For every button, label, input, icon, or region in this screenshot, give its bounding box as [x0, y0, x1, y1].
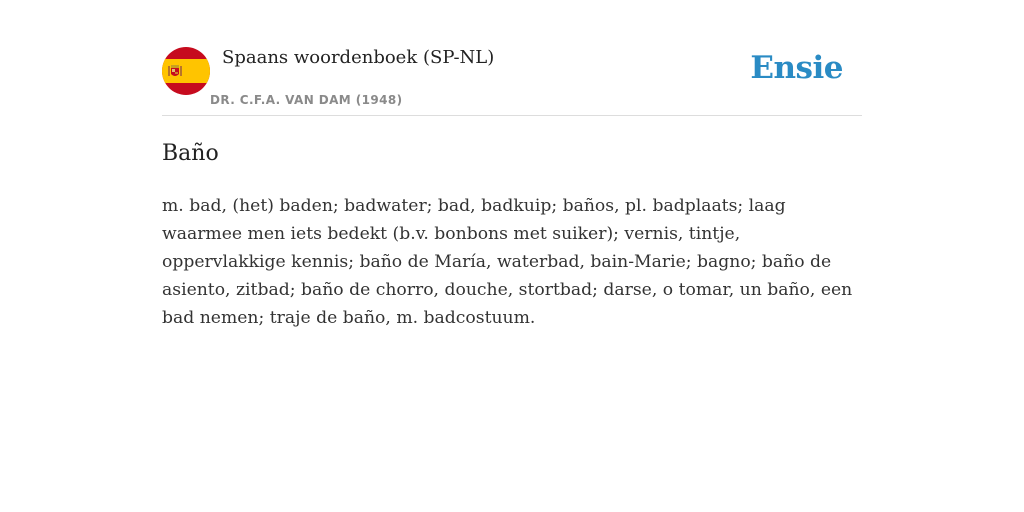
entry-definition: m. bad, (het) baden; badwater; bad, badkuip; baños, pl. badplaats; laag waarmee men iets bedekt (b.v. bonbons met suiker); vernis, tintje, oppervlakkige kennis; baño de María, waterbad, bain-Marie; bagno; baño de asiento, zitbad; baño de chorro, douche, stortbad; darse, o tomar, un baño, een bad nemen; traje de baño, m. badcostuum.: [162, 196, 853, 328]
coat-of-arms-icon: [168, 62, 182, 79]
ensie-logo-link[interactable]: Ensie: [750, 50, 843, 86]
dictionary-title: Spaans woordenboek (SP-NL): [222, 47, 495, 68]
entry-headword: Baño: [162, 141, 219, 166]
spain-flag-icon: [162, 47, 210, 95]
dictionary-header: [162, 46, 862, 116]
dictionary-author: DR. C.F.A. VAN DAM (1948): [210, 93, 403, 107]
